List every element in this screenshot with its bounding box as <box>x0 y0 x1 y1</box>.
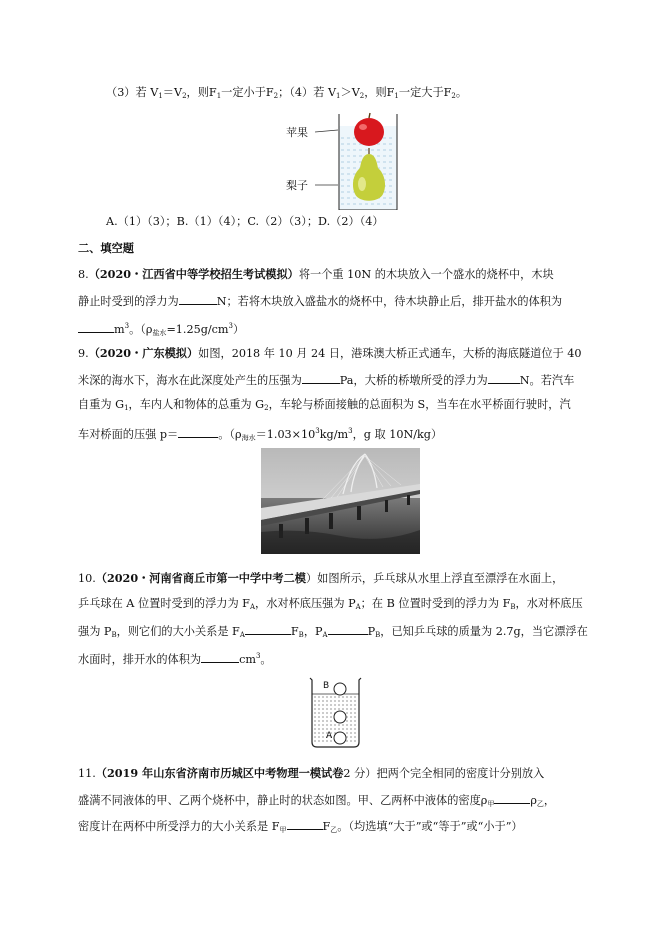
apple-label: 苹果 <box>286 126 308 139</box>
q11-line3: 密度计在两杯中所受浮力的大小关系是 $F_甲$ $F_乙$。（均选填“大于”或“等于”或“小于”） <box>78 820 523 834</box>
q8-blank-1[interactable] <box>179 293 217 305</box>
pingpong-beaker-drawing <box>308 676 363 749</box>
pingpong-beaker-figure <box>308 676 363 749</box>
apple-icon <box>354 113 384 146</box>
ball-label-a: A <box>326 731 333 741</box>
ball-label-b: B <box>323 681 330 691</box>
beaker-drawing <box>283 110 403 210</box>
q9-blank-1[interactable] <box>302 372 340 384</box>
section-title: 二、填空题 <box>78 241 134 255</box>
q8-line3: $m^3$。$(\rho_{盐水}=1.25g/cm^3)$ <box>78 319 244 340</box>
q11-line1: 11.（2019 年山东省济南市历城区中考物理一模试卷2 分）把两个完全相同的密度计分别放入 <box>78 766 545 780</box>
q11-line2: 盛满不同液体的甲、乙两个烧杯中，静止时的状态如图。甲、乙两杯中液体的密度$\rho_甲$ $\rho_乙$， <box>78 794 556 808</box>
q11-blank-2[interactable] <box>287 818 323 830</box>
q10-blank-2[interactable] <box>328 623 368 635</box>
q10-blank-3[interactable] <box>201 651 239 663</box>
q7-options: A.（1）（3）；B.（1）（4）；C.（2）（3）；D.（2）（4） <box>106 215 384 228</box>
bridge-photo-drawing <box>261 448 420 554</box>
q9-line4: 车对桥面的压强 p＝ 。（$\rho_{海水}=1.03\times 10^3kg/m^3$，g 取 10N/kg） <box>78 427 443 442</box>
q7-statement: （3）若 $V_1=V_2$，则$F_1$一定小于$F_2$；（4）若 $V_1>V_2$，则$F_1$一定大于$F_2$。 <box>106 86 468 100</box>
q8-blank-2[interactable] <box>78 321 114 333</box>
q9-line3: 自重为 $G_1$，车内人和物体的总重为 $G_2$，车轮与桥面接触的总面积为 S，当车在水平桥面行驶时，汽 <box>78 398 571 412</box>
q8-line2: 静止时受到的浮力为 N；若将木块放入盛盐水的烧杯中，待木块静止后，排开盐水的体积为 <box>78 295 563 308</box>
q9-line1: 9.（2020・广东模拟）如图，2018 年 10 月 24 日，港珠澳大桥正式通车，大桥的海底隧道位于 40 <box>78 346 582 360</box>
q9-line2: 米深的海水下，海水在此深度处产生的压强为 Pa，大桥的桥墩所受的浮力为 N。若汽车 <box>78 374 575 387</box>
q11-blank-1[interactable] <box>494 792 530 804</box>
pear-label: 梨子 <box>286 179 308 192</box>
bridge-photo <box>261 448 420 554</box>
apple-pear-figure <box>283 110 403 210</box>
q9-blank-2[interactable] <box>488 372 520 384</box>
q10-line1: 10.（2020・河南省商丘市第一中学中考二模）如图所示，乒乓球从水里上浮直至漂浮在水面上， <box>78 571 564 585</box>
q8-line1: 8.（2020・江西省中等学校招生考试模拟）将一个重 10N 的木块放入一个盛水的烧杯中，木块 <box>78 267 554 281</box>
q10-line2: 乒乓球在 A 位置时受到的浮力为 $F_A$，水对杯底压强为 $P_A$；在 B 位置时受到的浮力为 $F_B$，水对杯底压 <box>78 597 583 611</box>
q10-line4: 水面时，排开水的体积为 $cm^3$。 <box>78 652 272 666</box>
q10-line3: 强为 $P_B$，则它们的大小关系是 $F_A$ $F_B$，$P_A$ $P_B$，已知乒乓球的质量为 2.7g，当它漂浮在 <box>78 625 588 639</box>
q9-blank-3[interactable] <box>178 426 218 438</box>
q10-blank-1[interactable] <box>245 623 291 635</box>
